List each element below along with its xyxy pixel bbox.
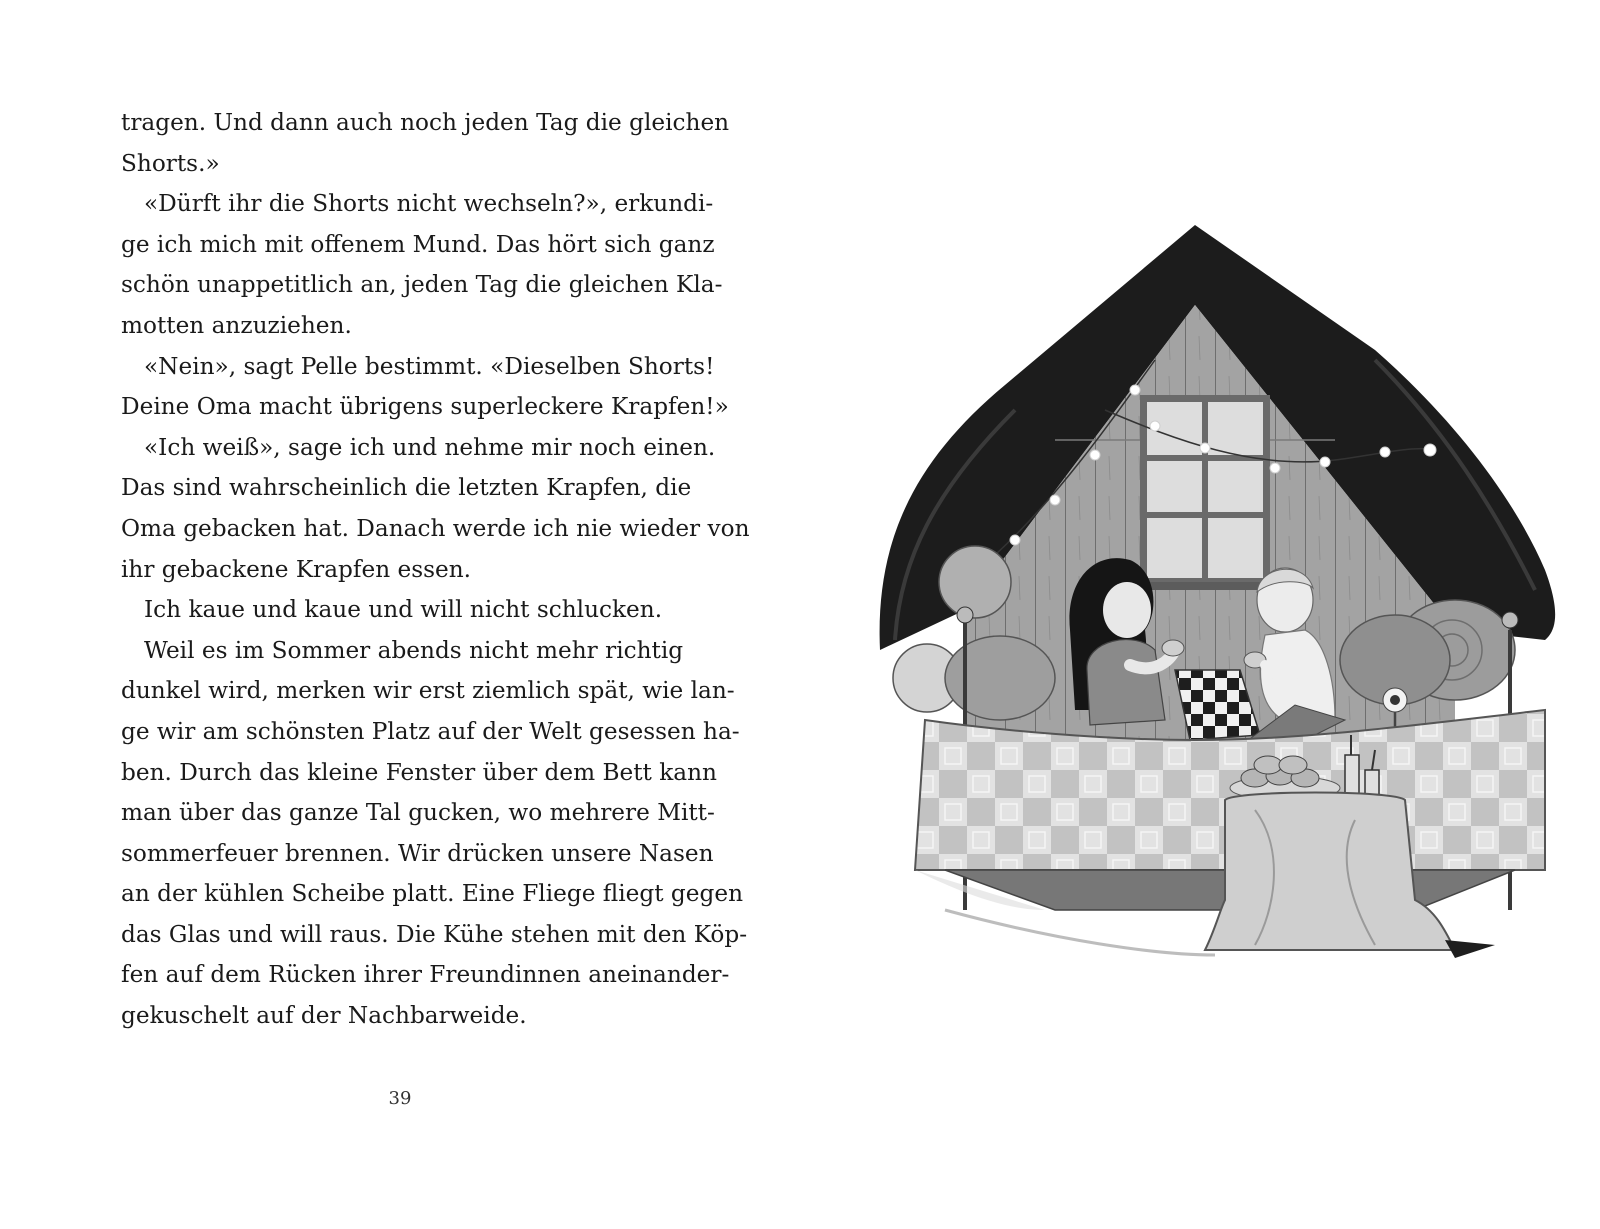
text-line: motten anzuziehen. [121, 311, 352, 339]
text-line: an der kühlen Scheibe platt. Eine Fliege fliegt gegen [121, 880, 743, 908]
text-line: dunkel wird, merken wir erst ziemlich spät, wie lan- [121, 677, 735, 705]
text-line: schön unappetitlich an, jeden Tag die gleichen Kla- [121, 271, 723, 299]
text-line: gekuschelt auf der Nachbarweide. [121, 1002, 527, 1030]
pillow [945, 636, 1055, 720]
attic-bed-illustration [855, 210, 1565, 1030]
text-line: Shorts.» [121, 149, 220, 177]
text-line: «Dürft ihr die Shorts nicht wechseln?», erkundi- [144, 190, 714, 218]
text-line: ihr gebackene Krapfen essen. [121, 555, 472, 583]
text-line: man über das ganze Tal gucken, wo mehrere Mitt- [121, 799, 715, 827]
text-line: Ich kaue und kaue und will nicht schlucken. [144, 596, 663, 624]
pillow-ball [939, 546, 1011, 618]
text-line: das Glas und will raus. Die Kühe stehen mit den Köp- [121, 920, 748, 948]
text-line: ben. Durch das kleine Fenster über dem Bett kann [121, 758, 717, 786]
text-line: sommerfeuer brennen. Wir drücken unsere Nasen [121, 839, 714, 867]
text-line: Weil es im Sommer abends nicht mehr richtig [144, 636, 684, 664]
body-text [121, 103, 750, 1037]
text-line: ge wir am schönsten Platz auf der Welt gesessen ha- [121, 717, 740, 745]
text-line: Oma gebacken hat. Danach werde ich nie wieder von [121, 514, 750, 542]
text-line: Deine Oma macht übrigens superleckere Krapfen!» [121, 393, 729, 421]
page-number: 39 [388, 1088, 412, 1109]
text-line: «Nein», sagt Pelle bestimmt. «Dieselben Shorts! [144, 352, 715, 380]
text-line: ge ich mich mit offenem Mund. Das hört sich ganz [121, 230, 715, 258]
text-line: Das sind wahrscheinlich die letzten Krapfen, die [121, 474, 692, 502]
text-line: «Ich weiß», sage ich und nehme mir noch einen. [144, 433, 716, 461]
text-line: fen auf dem Rücken ihrer Freundinnen aneinander- [121, 961, 730, 989]
text-line: tragen. Und dann auch noch jeden Tag die gleichen [121, 109, 730, 136]
right-page [800, 0, 1600, 1229]
